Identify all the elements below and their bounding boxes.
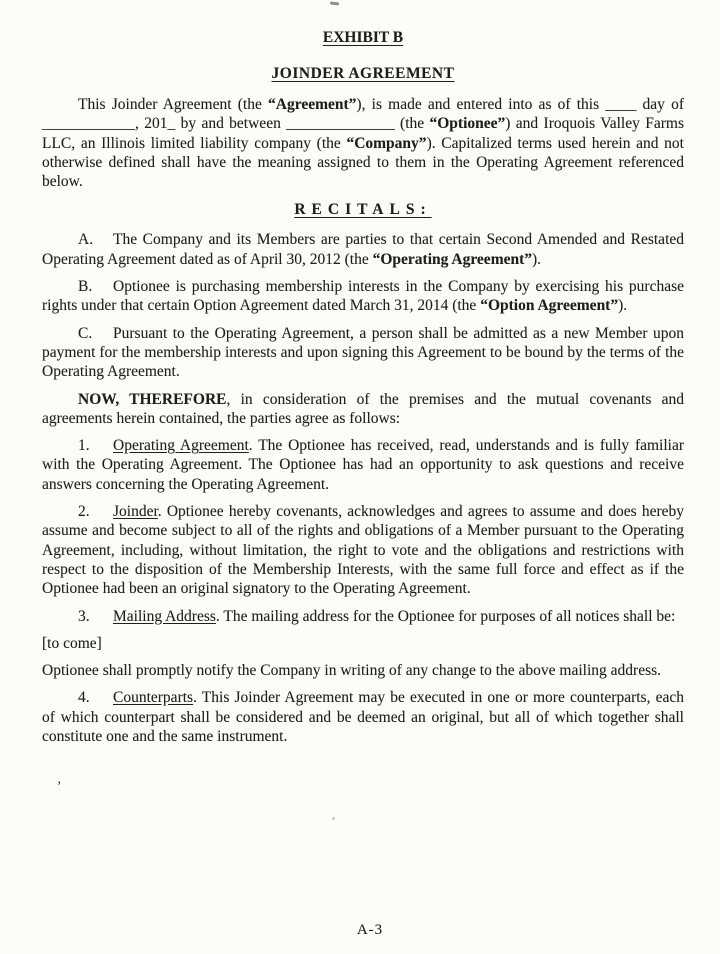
item-1-paragraph <box>42 436 684 494</box>
document-title: JOINDER AGREEMENT <box>271 65 455 82</box>
paragraph-text: Pursuant to the Operating Agreement, a person shall be admitted as a new Member upon payment for the membership interests and upon signing this Agreement to be bound by the terms of the Operating Agreement. <box>42 324 684 381</box>
item-2-paragraph <box>42 502 684 598</box>
intro-paragraph: This Joinder Agreement (the “Agreement”), is made and entered into as of this ____ day of ____________, 201_ by and between ______________ (the “Optionee”) and Iroquois Valley Farms LLC, an Illinois limited liability company (the “Company”). Capitalized terms used herein and not otherwise defined shall have the meaning assigned to them in the Operating Agreement referenced below. <box>42 96 685 191</box>
paragraph-number: 2. <box>78 503 90 521</box>
paragraph-number: B. <box>78 278 93 296</box>
paragraph-number: 1. <box>78 437 90 455</box>
item-3-paragraph <box>42 607 684 626</box>
paragraph-text: The Company and its Members are parties to that certain Second Amended and Restated Operating Agreement dated as of April 30, 2012 (the “Operating Agreement”). <box>42 231 684 268</box>
recital-b-paragraph <box>42 277 684 316</box>
recitals-heading: RECITALS: <box>294 201 432 219</box>
scan-speck-icon <box>330 1 339 5</box>
notify-paragraph: Optionee shall promptly notify the Company in writing of any change to the above mailing address. <box>42 662 662 680</box>
paragraph-text: Optionee is purchasing membership interests in the Company by exercising his purchase rights under that certain Option Agreement dated March 31, 2014 (the “Option Agreement”). <box>42 278 684 315</box>
page-number: A-3 <box>356 922 384 938</box>
paragraph-text: Joinder. Optionee hereby covenants, acknowledges and agrees to assume and does hereby assume and become subject to all of the rights and obligations of a Member pursuant to the Operating Agreement, including, without limitation, the right to vote and the obligations and restrictions with respect to the disposition of the Membership Interests, with the same full force and effect as if the Optionee had been an original signatory to the Operating Agreement. <box>42 503 684 598</box>
paragraph-text: Mailing Address. The mailing address for the Optionee for purposes of all notices shall be: <box>113 607 676 625</box>
paragraph-text: Counterparts. This Joinder Agreement may be executed in one or more counterparts, each of which counterpart shall be considered and be deemed an original, but all of which together shall constitute one and the same instrument. <box>42 689 684 746</box>
paragraph-number: 4. <box>78 689 90 707</box>
item-4-paragraph <box>42 688 684 746</box>
paragraph-number: C. <box>78 324 93 342</box>
paragraph-number: A. <box>78 231 94 249</box>
recital-c-paragraph <box>42 324 684 382</box>
now-therefore-paragraph: NOW, THEREFORE, in consideration of the premises and the mutual covenants and agreements herein contained, the parties agree as follows: <box>42 390 684 427</box>
to-come-placeholder: [to come] <box>42 634 102 652</box>
exhibit-heading: EXHIBIT B <box>322 29 404 46</box>
paragraph-text: Operating Agreement. The Optionee has received, read, understands and is fully familiar with the Operating Agreement. The Optionee has had an opportunity to ask questions and receive answers concerning the Operating Agreement. <box>42 437 685 493</box>
scan-speck-icon <box>332 817 335 820</box>
recital-a-paragraph <box>42 230 684 269</box>
paragraph-number: 3. <box>78 607 90 625</box>
stray-mark: ’ <box>57 778 62 793</box>
